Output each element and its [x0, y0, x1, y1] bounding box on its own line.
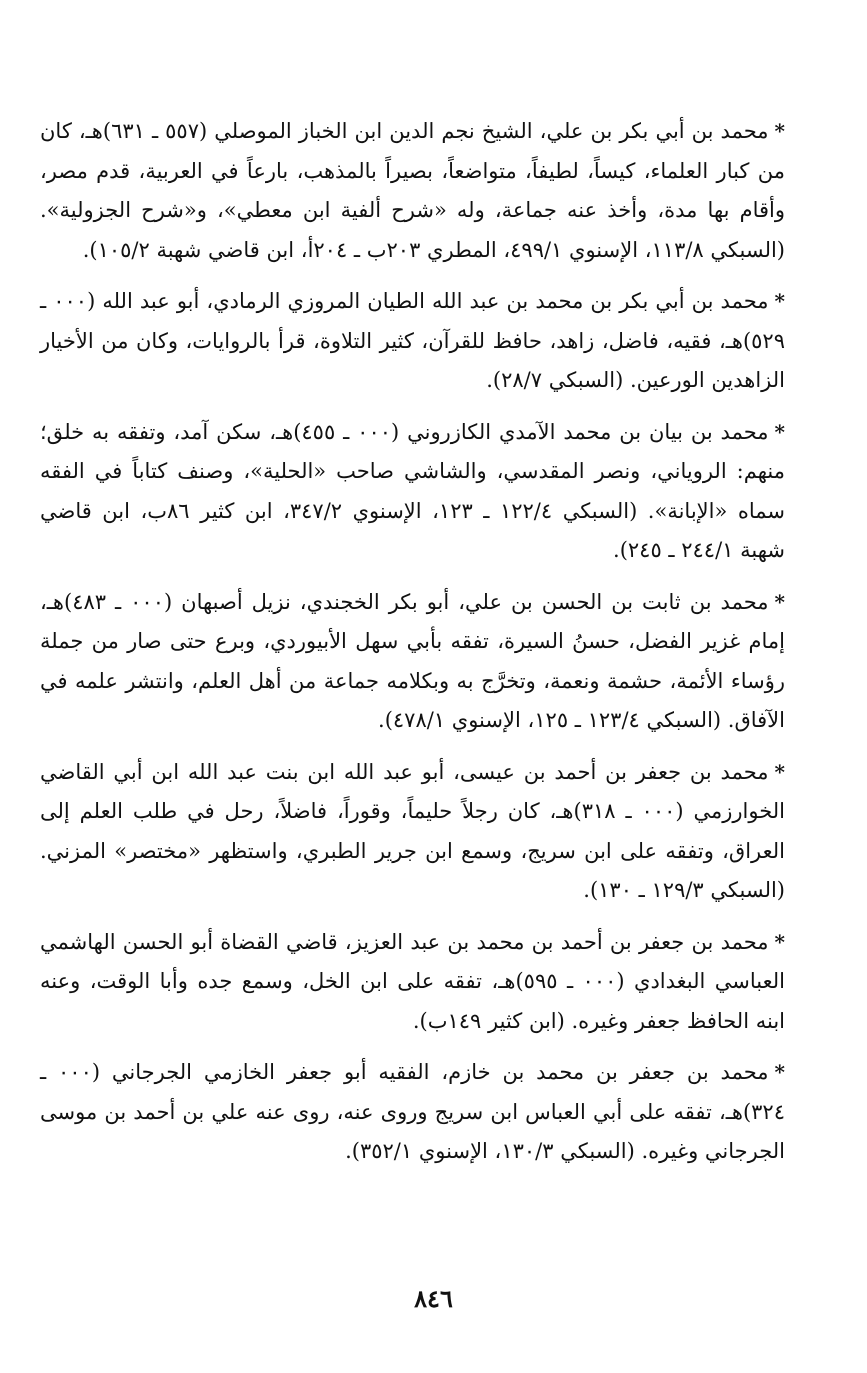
entry-text: محمد بن جعفر بن أحمد بن محمد بن عبد العزيز، قاضي القضاة أبو الحسن الهاشمي العباسي البغدادي (٠٠٠ ـ ٥٩٥)هـ، تفقه على ابن الخل، وسمع جده وأبا الوقت، وعنه ابنه الحافظ جعفر وغيره. (ابن كثير ١٤٩ب).	[40, 929, 786, 1033]
biography-entry	[40, 923, 785, 1042]
biography-entry	[40, 112, 785, 270]
entry-marker: *	[774, 419, 785, 444]
biography-entry	[40, 1053, 785, 1172]
page-number: ٨٤٦	[414, 1284, 453, 1313]
entry-text: محمد بن ثابت بن الحسن بن علي، أبو بكر الخجندي، نزيل أصبهان (٠٠٠ ـ ٤٨٣)هـ، إمام غزير الفضل، حسنُ السيرة، تفقه بأبي سهل الأبيوردي، وبرع حتى صار من جملة رؤساء الأئمة، حشمة ونعمة، وتخرَّج به وبكلامه جماعة من أهل العلم، وانتشر علمه في الآفاق. (السبكي ١٢٣/٤ ـ ١٢٥، الإسنوي ٤٧٨/١).	[40, 589, 785, 732]
biography-entry	[40, 282, 785, 401]
entry-marker: *	[774, 589, 785, 614]
entry-text: محمد بن جعفر بن محمد بن خازم، الفقيه أبو جعفر الخازمي الجرجاني (٠٠٠ ـ ٣٢٤)هـ، تفقه على أبي العباس ابن سريج وروى عنه، روى عنه علي بن أحمد بن موسى الجرجاني وغيره. (السبكي ١٣٠/٣، الإسنوي ٣٥٢/١).	[40, 1060, 785, 1163]
entry-text: محمد بن بيان بن محمد الآمدي الكازروني (٠٠٠ ـ ٤٥٥)هـ، سكن آمد، وتفقه به خلق؛ منهم: الروياني، ونصر المقدسي، والشاشي صاحب «الحلية»، وصنف كتاباً في الفقه سماه «الإبانة». (السبكي ١٢٢/٤ ـ ١٢٣، الإسنوي ٣٤٧/٢، ابن كثير ٨٦ب، ابن قاضي شهبة ٢٤٤/١ ـ ٢٤٥).	[40, 419, 785, 562]
entry-marker: *	[774, 929, 786, 954]
page-body	[40, 112, 785, 1184]
entry-marker: *	[774, 759, 785, 784]
entry-marker: *	[774, 119, 785, 143]
entry-text: محمد بن أبي بكر بن علي، الشيخ نجم الدين ابن الخباز الموصلي (٥٥٧ ـ ٦٣١)هـ، كان من كبار العلماء، كيساً، لطيفاً، متواضعاً، بصيراً بالمذهب، بارعاً في العربية، قدم مصر، وأقام بها مدة، وأخذ عنه جماعة، وله «شرح ألفية ابن معطي»، و«شرح الجزولية». (السبكي ١١٣/٨، الإسنوي ٤٩٩/١، المطري ٢٠٣ب ـ ٢٠٤أ، ابن قاضي شهبة ١٠٥/٢).	[40, 119, 785, 262]
entry-text: محمد بن أبي بكر بن محمد بن عبد الله الطيان المروزي الرمادي، أبو عبد الله (٠٠٠ ـ ٥٢٩)هـ، فقيه، فاضل، زاهد، حافظ للقرآن، كثير التلاوة، قرأ بالروايات، وكان من الأخيار الزاهدين الورعين. (السبكي ٢٨/٧).	[40, 289, 785, 392]
biography-entry	[40, 583, 785, 741]
entry-marker: *	[774, 289, 785, 313]
biography-entry	[40, 753, 785, 911]
entry-text: محمد بن جعفر بن أحمد بن عيسى، أبو عبد الله ابن بنت عبد الله ابن أبي القاضي الخوارزمي (٠٠٠ ـ ٣١٨)هـ، كان رجلاً حليماً، وقوراً، فاضلاً، رحل في طلب العلم إلى العراق، وتفقه على ابن سريج، وسمع ابن جرير الطبري، واستظهر «مختصر» المزني. (السبكي ١٢٩/٣ ـ ١٣٠).	[40, 759, 786, 902]
entry-marker: *	[774, 1060, 785, 1084]
biography-entry	[40, 413, 785, 571]
